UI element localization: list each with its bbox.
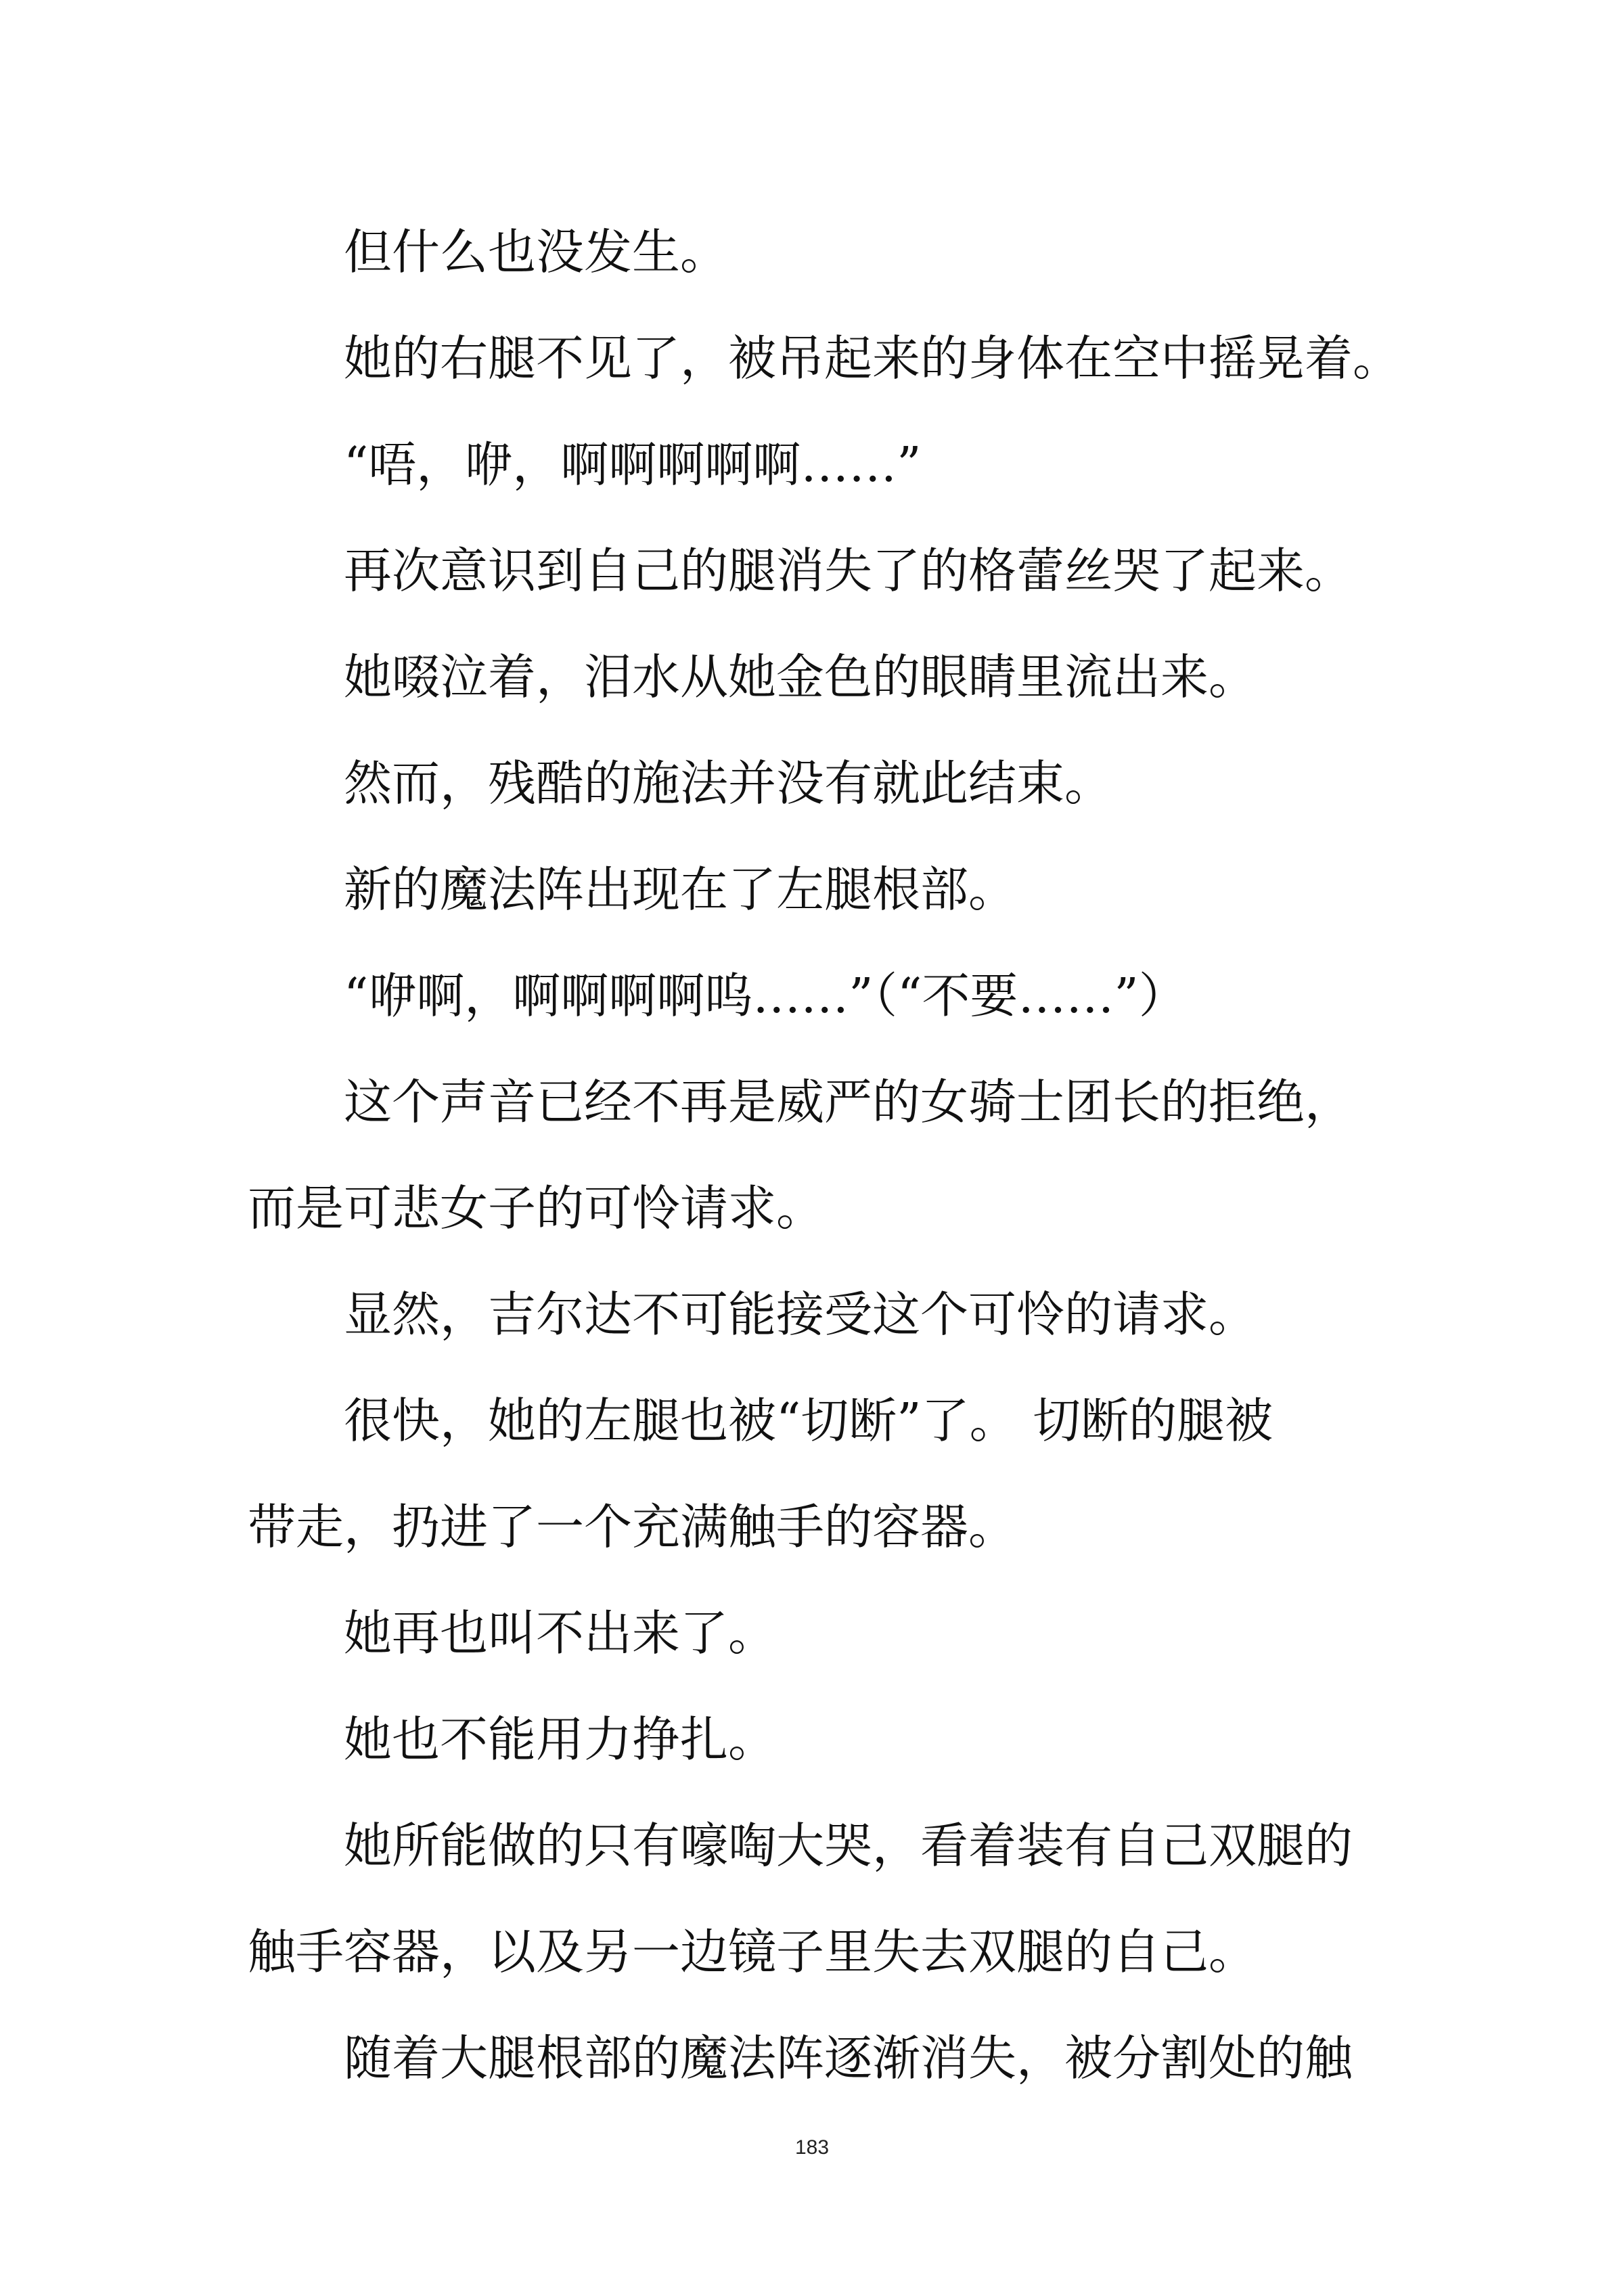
paragraph: [248, 730, 1466, 836]
text-line: 但什么也没发生。: [344, 224, 729, 280]
paragraph: [248, 199, 1466, 305]
text-line: 显然，吉尔达不可能接受这个可怜的请求。: [344, 1286, 1257, 1343]
text-line: 触手容器，以及另一边镜子里失去双腿的自己。: [248, 1924, 1257, 1980]
text-line: 而是可悲女子的可怜请求。: [248, 1180, 825, 1236]
paragraph: [248, 624, 1466, 730]
paragraph: [248, 1793, 1466, 2005]
paragraph: [248, 836, 1466, 943]
text-line: 随着大腿根部的魔法阵逐渐消失，被分割处的触: [344, 2030, 1353, 2086]
paragraph: [248, 305, 1466, 411]
text-line: 这个声音已经不再是威严的女骑士团长的拒绝，: [344, 1074, 1353, 1130]
text-line: 新的魔法阵出现在了左腿根部。: [344, 861, 1017, 918]
text-line: “咿啊，啊啊啊啊呜……”（“不要……”）: [344, 968, 1187, 1024]
page-number: 183: [794, 2136, 830, 2159]
text-line: 她再也叫不出来了。: [344, 1605, 777, 1661]
paragraph: [248, 943, 1466, 1049]
paragraph: [248, 1049, 1466, 1261]
paragraph: [248, 2005, 1466, 2111]
text-line: 她啜泣着，泪水从她金色的眼睛里流出来。: [344, 649, 1257, 705]
text-line: 她也不能用力挣扎。: [344, 1711, 777, 1768]
body-text: [248, 199, 1466, 2111]
paragraph: [248, 411, 1466, 518]
paragraph: [248, 1368, 1466, 1580]
text-line: 很快，她的左腿也被“切断”了。 切断的腿被: [344, 1393, 1273, 1449]
text-line: 她所能做的只有嚎啕大哭，看着装有自己双腿的: [344, 1818, 1353, 1874]
text-line: “唔，咿，啊啊啊啊啊……”: [344, 436, 922, 493]
text-line: 然而，残酷的施法并没有就此结束。: [344, 755, 1113, 811]
paragraph: [248, 1261, 1466, 1368]
paragraph: [248, 1686, 1466, 1793]
text-line: 再次意识到自己的腿消失了的格蕾丝哭了起来。: [344, 543, 1353, 599]
paragraph: [248, 518, 1466, 624]
text-line: 带走，扔进了一个充满触手的容器。: [248, 1499, 1017, 1555]
paragraph: [248, 1580, 1466, 1686]
text-line: 她的右腿不见了，被吊起来的身体在空中摇晃着。: [344, 330, 1401, 386]
